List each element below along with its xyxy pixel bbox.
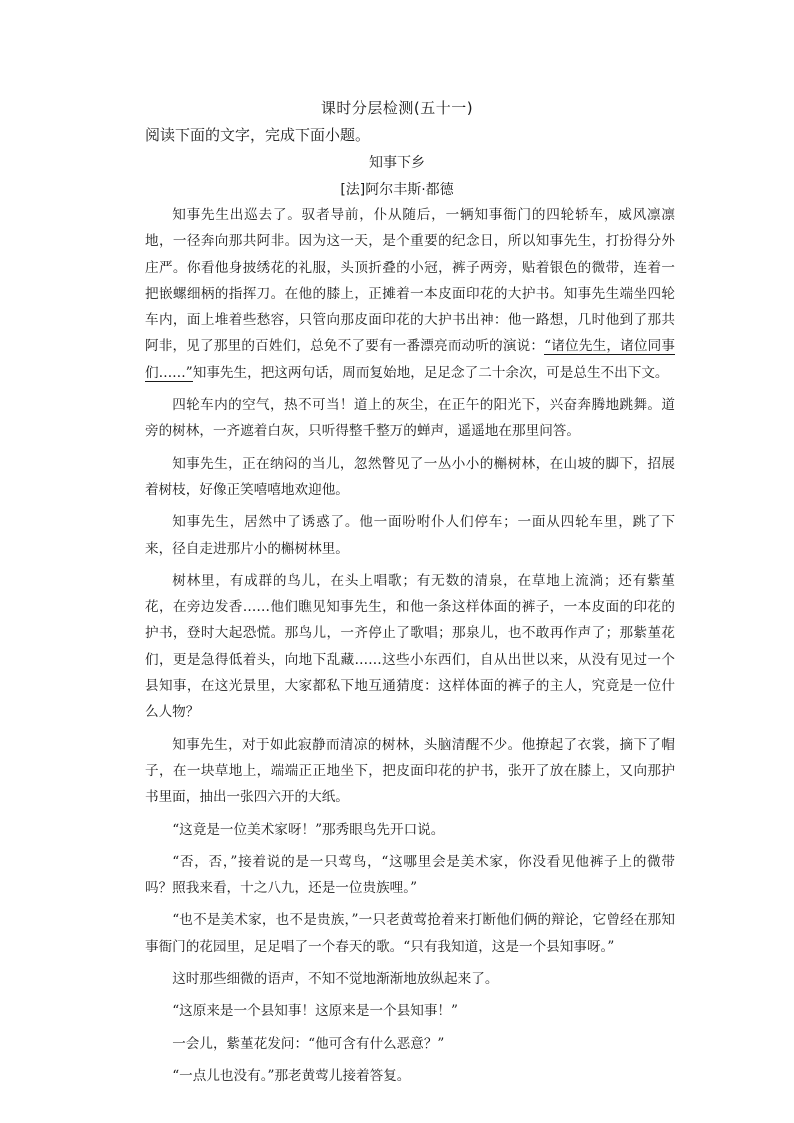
paragraph-text: 知事先生出巡去了。驭者导前，仆从随后，一辆知事衙门的四轮轿车，威风凛凛地，一径奔向那共阿非。因为这一天，是个重要的纪念日，所以知事先生，打扮得分外庄严。你看他身披绣花的礼服，头顶折叠的小冠，裤子两旁，贴着银色的微带，连着一把嵌螺细柄的指挥刀。在他的膝上，正摊着一本皮面印花的大护书。知事先生端坐四轮车内，面上堆着些愁容，只管向那皮面印花的大护书出神：他一路想，几时他到了那共阿非，见了那里的百姓们，总免不了要有一番漂亮而动听的演说： — [145, 207, 675, 355]
paragraph: “一点儿也没有。”那老黄莺儿接着答复。 — [172, 1067, 411, 1084]
page-title: 课时分层检测(五十一) — [320, 99, 474, 117]
paragraph: 这时那些细微的语声，不知不觉地渐渐地放纵起来了。 — [172, 971, 499, 988]
underlined-quote: “诸位先生，诸位同事们……” — [145, 338, 676, 381]
paragraph: 树林里，有成群的鸟儿，在头上唱歌；有无数的清泉，在草地上流淌；还有紫堇花，在旁边发香……他们瞧见知事先生，和他一条这样体面的裤子，一本皮面的印花的护书，登时大起恐慌。那鸟儿，一齐停止了歌唱；那泉儿，也不敢再作声了；那紫堇花们，更是急得低着头，向地下乱藏……这些小东西们，自从出世以来，从没有见过一个县知事，在这光景里，大家都私下地互通猜度：这样体面的裤子的主人，究竟是一位什么人物？ — [145, 572, 675, 721]
paragraph: 一会儿，紫堇花发问：“他可含有什么恶意？” — [172, 1035, 445, 1052]
paragraph: “也不是美术家，也不是贵族，”一只老黄莺抢着来打断他们俩的辩论，它曾经在那知事衙门的花园里，足足唱了一个春天的歌。“只有我知道，这是一个县知事呀。” — [145, 912, 675, 955]
paragraph: 知事先生，对于如此寂静而清凉的树林，头脑清醒不少。他撩起了衣裳，摘下了帽子，在一块草地上，端端正正地坐下，把皮面印花的护书，张开了放在膝上，又向那护书里面，抽出一张四六开的大纸。 — [145, 736, 675, 806]
author-line: [法]阿尔丰斯·都德 — [340, 182, 454, 198]
story-body — [145, 202, 675, 1089]
paragraph: 知事先生，正在纳闷的当儿，忽然瞥见了一丛小小的槲树林，在山坡的脚下，招展着树枝，好像正笑嘻嘻地欢迎他。 — [145, 455, 675, 498]
paragraph-text: 知事先生，把这两句话，周而复始地，足足念了二十余次，可是总生不出下文。 — [192, 364, 669, 381]
instruction-text: 阅读下面的文字，完成下面小题。 — [145, 126, 371, 144]
paragraph: “这原来是一个县知事！这原来是一个县知事！” — [172, 1003, 458, 1020]
paragraph: 知事先生，居然中了诱惑了。他一面吩咐仆人们停车；一面从四轮车里，跳了下来，径自走进那片小的槲树林里。 — [145, 514, 675, 557]
paragraph: “否，否，”接着说的是一只莺鸟，“这哪里会是美术家，你没看见他裤子上的微带吗？照我来看，十之八九，还是一位贵族哩。” — [145, 853, 675, 897]
paragraph — [145, 202, 675, 386]
paragraph: “这竟是一位美术家呀！”那秀眼鸟先开口说。 — [172, 821, 445, 838]
paragraph: 四轮车内的空气，热不可当！道上的灰尘，在正午的阳光下，兴奋奔腾地跳舞。道旁的树林，一齐遮着白灰，只听得整千整万的蝉声，遥遥地在那里问答。 — [145, 397, 675, 440]
story-title: 知事下乡 — [369, 155, 425, 171]
